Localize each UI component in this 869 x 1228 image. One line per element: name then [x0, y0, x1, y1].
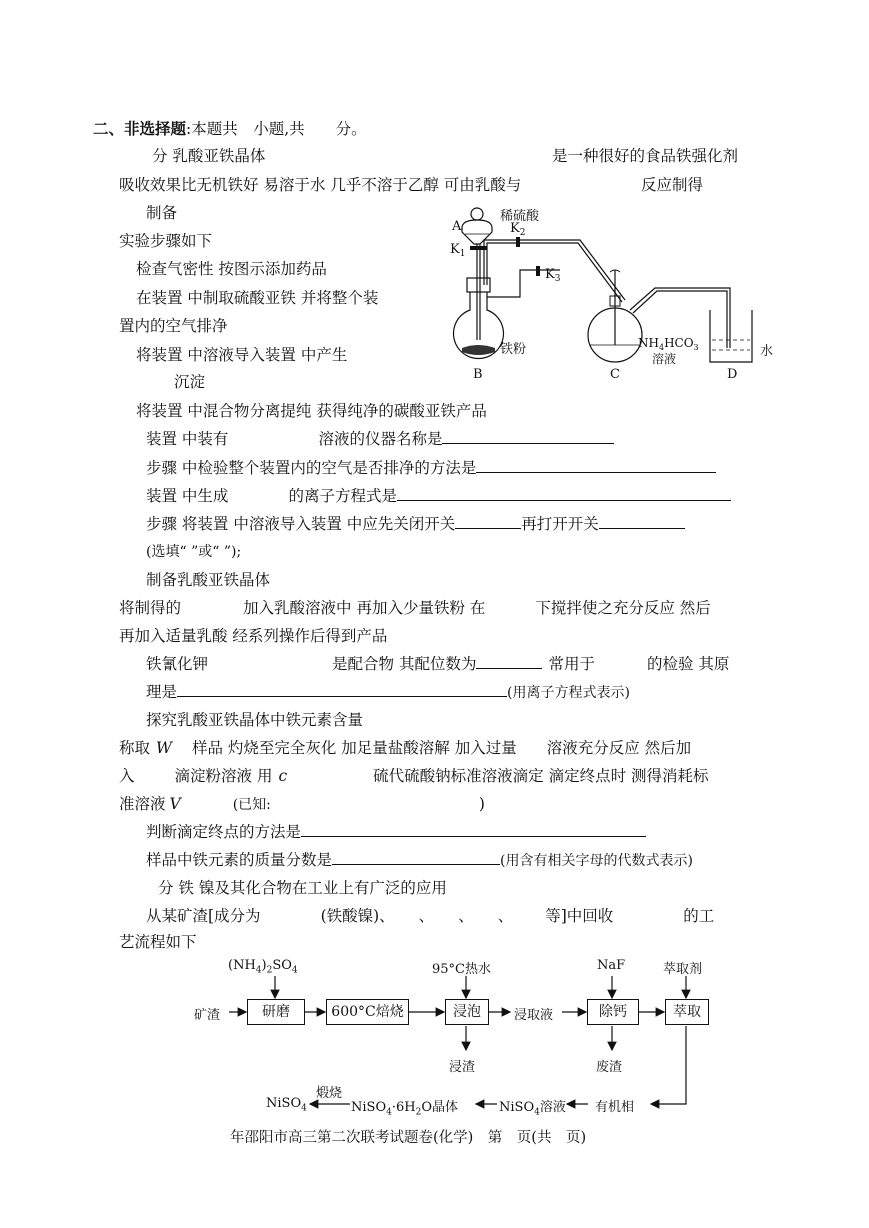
q1-step1: 检查气密性 按图示添加药品: [136, 260, 327, 278]
flow-box-decalcify: 除钙: [587, 999, 639, 1025]
q1-ask2: 步骤 中检验整个装置内的空气是否排净的方法是: [146, 458, 716, 478]
label-nh4hco3: $NH_4HCO_3$: [638, 336, 699, 352]
label-k2: $K_2$: [510, 221, 526, 238]
q1-ask4c: (选填“ ”或“ ”);: [146, 544, 242, 560]
flow-reagent-extractant: 萃取剂: [663, 962, 703, 977]
q1-ask5-line2: 理是 (用离子方程式表示): [146, 683, 630, 701]
flow-residue-1: 浸渣: [449, 1060, 476, 1075]
flow-reagent-ammonium-sulfate: $(NH_4)_2SO_4$: [228, 958, 298, 976]
section-desc: :本题共 小题,共 分。: [186, 120, 367, 138]
flow-crystal: $NiSO_4\cdot 6H_2O$晶体: [351, 1100, 458, 1118]
q1-ask7: 样品中铁元素的质量分数是 (用含有相关字母的代数式表示): [146, 851, 693, 869]
flow-residue-2: 废渣: [596, 1060, 623, 1075]
q1-step3b: 沉淀: [174, 373, 206, 391]
q1-prep-title: 制备: [146, 204, 178, 222]
q1-step4: 将装置 中混合物分离提纯 获得纯净的碳酸亚铁产品: [136, 402, 487, 420]
q1-ask6: 判断滴定终点的方法是: [146, 822, 646, 842]
label-solution: 溶液: [652, 352, 677, 366]
q1-step2b: 置内的空气排净: [119, 317, 228, 335]
flow-box-roast: 600°C焙烧: [326, 999, 409, 1025]
label-water: 水: [760, 344, 774, 359]
q1-explore-line2: 入 滴淀粉溶液 用 c 硫代硫酸钠标准溶液滴定 滴定终点时 测得消耗标: [119, 767, 709, 785]
flow-box-grind: 研磨: [247, 999, 305, 1025]
q1-step2a: 在装置 中制取硫酸亚铁 并将整个装: [136, 289, 379, 307]
flow-reagent-hot-water: 95°C热水: [432, 962, 491, 977]
flow-box-extract: 萃取: [665, 999, 709, 1025]
q2-line1: 从某矿渣[成分为 (铁酸镍)、 、 、 、 等]中回收 的工: [146, 907, 715, 925]
label-k3: $K_3$: [545, 267, 561, 284]
flow-organic-phase: 有机相: [595, 1100, 635, 1115]
q1-prep2-title: 制备乳酸亚铁晶体: [146, 571, 271, 589]
q1-prep2-line1: 将制得的 加入乳酸溶液中 再加入少量铁粉 在 下搅拌使之充分反应 然后: [119, 599, 711, 617]
section-heading: 二、非选择题: [93, 120, 187, 138]
q1-steps-title: 实验步骤如下: [119, 232, 213, 250]
label-k1: $K_1$: [450, 242, 466, 259]
flow-calcine: 煅烧: [316, 1086, 343, 1101]
flow-niso4-solution: NiSO$_4$溶液: [499, 1100, 566, 1118]
q2-line2: 艺流程如下: [119, 933, 197, 951]
label-b: B: [473, 367, 483, 382]
label-iron: 铁粉: [500, 342, 527, 357]
label-acid: 稀硫酸: [500, 209, 540, 224]
label-a: A: [452, 219, 462, 234]
q1-ask4: 步骤 将装置 中溶液导入装置 中应先关闭开关 再打开开关: [146, 514, 685, 534]
q1-intro-1a: 分 乳酸亚铁晶体: [152, 147, 266, 165]
q1-ask1: 装置 中装有 溶液的仪器名称是: [146, 429, 614, 449]
q1-prep2-line2: 再加入适量乳酸 经系列操作后得到产品: [119, 627, 388, 645]
q1-intro-2b: 反应制得: [641, 176, 704, 194]
q1-explore-line3: 准溶液 V (已知: ): [119, 795, 485, 813]
page-footer: 年邵阳市高三第二次联考试题卷(化学) 第 页(共 页): [230, 1130, 587, 1146]
q2-intro: 分 铁 镍及其化合物在工业上有广泛的应用: [158, 879, 447, 897]
q1-intro-2a: 吸收效果比无机铁好 易溶于水 几乎不溶于乙醇 可由乳酸与: [119, 176, 522, 194]
label-d: D: [727, 367, 738, 382]
q1-explore-line1: 称取 W 样品 灼烧至完全灰化 加足量盐酸溶解 加入过量 溶液充分反应 然后加: [119, 739, 692, 757]
label-c: C: [610, 367, 620, 382]
q1-ask5-line1: 铁氰化钾 是配合物 其配位数为 常用于 的检验 其原: [146, 655, 730, 673]
flow-leachate: 浸取液: [514, 1008, 554, 1023]
q1-ask3: 装置 中生成 的离子方程式是: [146, 486, 731, 506]
flow-box-soak: 浸泡: [445, 999, 489, 1025]
flow-product: NiSO$_4$: [266, 1096, 307, 1114]
q1-step3a: 将装置 中溶液导入装置 中产生: [136, 346, 348, 364]
q1-intro-1b: 是一种很好的食品铁强化剂: [552, 147, 739, 165]
flow-reagent-naf: NaF: [597, 958, 626, 973]
q1-explore-title: 探究乳酸亚铁晶体中铁元素含量: [146, 711, 364, 729]
flow-start: 矿渣: [194, 1008, 221, 1023]
